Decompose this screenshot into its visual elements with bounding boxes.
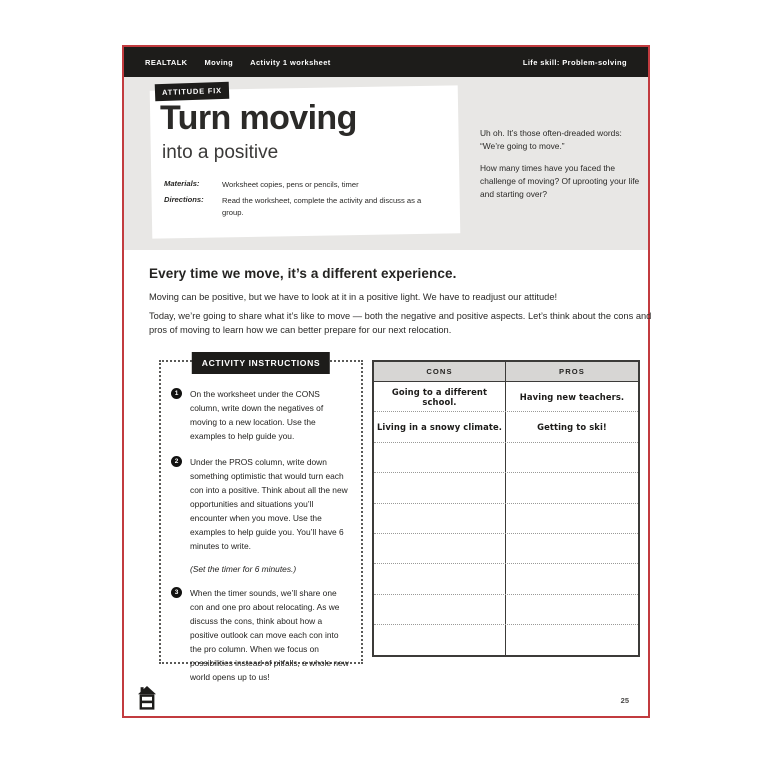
timer-note: (Set the timer for 6 minutes.): [190, 564, 297, 574]
blank-write-in-rows: [374, 443, 638, 656]
hero-section: [124, 77, 648, 250]
brand-logo: REALTALK: [145, 57, 188, 67]
cons-blank-cell: [374, 595, 506, 624]
cons-pros-table: [372, 360, 640, 657]
table-header-row: [374, 362, 638, 382]
intro-aside: [480, 127, 646, 201]
intro-paragraph-2: Today, we’re going to share what it’s like to move — both the negative and positive aspects. Let’s think about the cons and pros of moving to learn how we can better prepare for our next relocation.: [149, 311, 652, 336]
life-skill-label: Life skill: Problem-solving: [522, 57, 627, 67]
step-text: Under the PROS column, write down something optimistic that would turn each con into a positive. Think about all the new opportunities and situations you’ll encounter when you move. Use the examples to help guide you. You’ll have 6 minutes to write.: [190, 457, 348, 551]
directions-value: Read the worksheet, complete the activity and discuss as a group.: [222, 196, 422, 217]
cons-blank-cell: [374, 534, 506, 563]
attitude-fix-badge: ATTITUDE FIX: [155, 82, 229, 102]
pros-blank-cell: [506, 504, 638, 533]
activity-instructions-box: [159, 358, 363, 682]
house-logo-icon: [138, 686, 156, 712]
meta-block: [164, 179, 434, 223]
worksheet-page: [122, 45, 650, 718]
page-title: Turn moving: [160, 99, 357, 137]
cons-example-cell: Living in a snowy climate.: [374, 412, 506, 441]
cons-blank-cell: [374, 504, 506, 533]
pros-blank-cell: [506, 564, 638, 593]
aside-paragraph: Uh oh. It’s those often-dreaded words: “We’re going to move.”: [480, 128, 622, 152]
pros-column-header: PROS: [559, 367, 585, 376]
pros-blank-cell: [506, 473, 638, 502]
table-row-empty: [374, 473, 638, 503]
cons-blank-cell: [374, 473, 506, 502]
aside-paragraph: How many times have you faced the challenge of moving? Of uprooting your life and starting over?: [480, 163, 640, 200]
instruction-step-2: [171, 455, 350, 553]
materials-row: [164, 179, 434, 190]
step-text: When the timer sounds, we’ll share one con and one pro about relocating. As we discuss the cons, think about how a positive outlook can move each con into the pro column. When we focus on possibilities instead of pitfalls, a whole new world opens up to us!: [190, 588, 349, 682]
table-row-empty: [374, 443, 638, 473]
page-subtitle: into a positive: [162, 142, 279, 163]
intro-paragraph-1: Moving can be positive, but we have to look at it in a positive light. We have to readjust our attitude!: [149, 292, 558, 302]
cons-example-cell: Going to a different school.: [374, 382, 506, 411]
pros-blank-cell: [506, 443, 638, 472]
table-row-empty: [374, 595, 638, 625]
table-row-empty: [374, 504, 638, 534]
pros-blank-cell: [506, 595, 638, 624]
table-row: [374, 412, 638, 442]
cons-blank-cell: [374, 443, 506, 472]
step-number-badge: 3: [171, 587, 182, 598]
pros-blank-cell: [506, 534, 638, 563]
step-number-badge: 2: [171, 456, 182, 467]
cons-blank-cell: [374, 625, 506, 655]
activity-instructions-title: ACTIVITY INSTRUCTIONS: [192, 352, 330, 374]
top-bar: [124, 47, 648, 77]
table-row-empty: [374, 625, 638, 655]
table-row-empty: [374, 564, 638, 594]
table-row-empty: [374, 534, 638, 564]
pros-example-cell: Getting to ski!: [537, 422, 607, 433]
section-heading: Every time we move, it’s a different experience.: [149, 266, 457, 281]
instruction-step-3: [171, 586, 350, 684]
instruction-step-1: [171, 387, 350, 443]
breadcrumb-module: Moving: [204, 57, 234, 67]
materials-value: Worksheet copies, pens or pencils, timer: [222, 180, 359, 189]
breadcrumb-activity: Activity 1 worksheet: [250, 57, 331, 67]
page-number: 25: [620, 696, 629, 705]
materials-label: Materials:: [164, 179, 200, 188]
table-row: [374, 382, 638, 412]
instruction-steps: [161, 362, 361, 684]
cons-blank-cell: [374, 564, 506, 593]
cons-column-header: CONS: [374, 362, 506, 381]
pros-blank-cell: [506, 625, 638, 655]
step-text: On the worksheet under the CONS column, write down the negatives of moving to a new location. Use the examples to help guide you.: [190, 389, 324, 441]
step-number-badge: 1: [171, 388, 182, 399]
directions-label: Directions:: [164, 195, 204, 205]
directions-row: [164, 195, 434, 218]
pros-example-cell: Having new teachers.: [519, 391, 625, 402]
